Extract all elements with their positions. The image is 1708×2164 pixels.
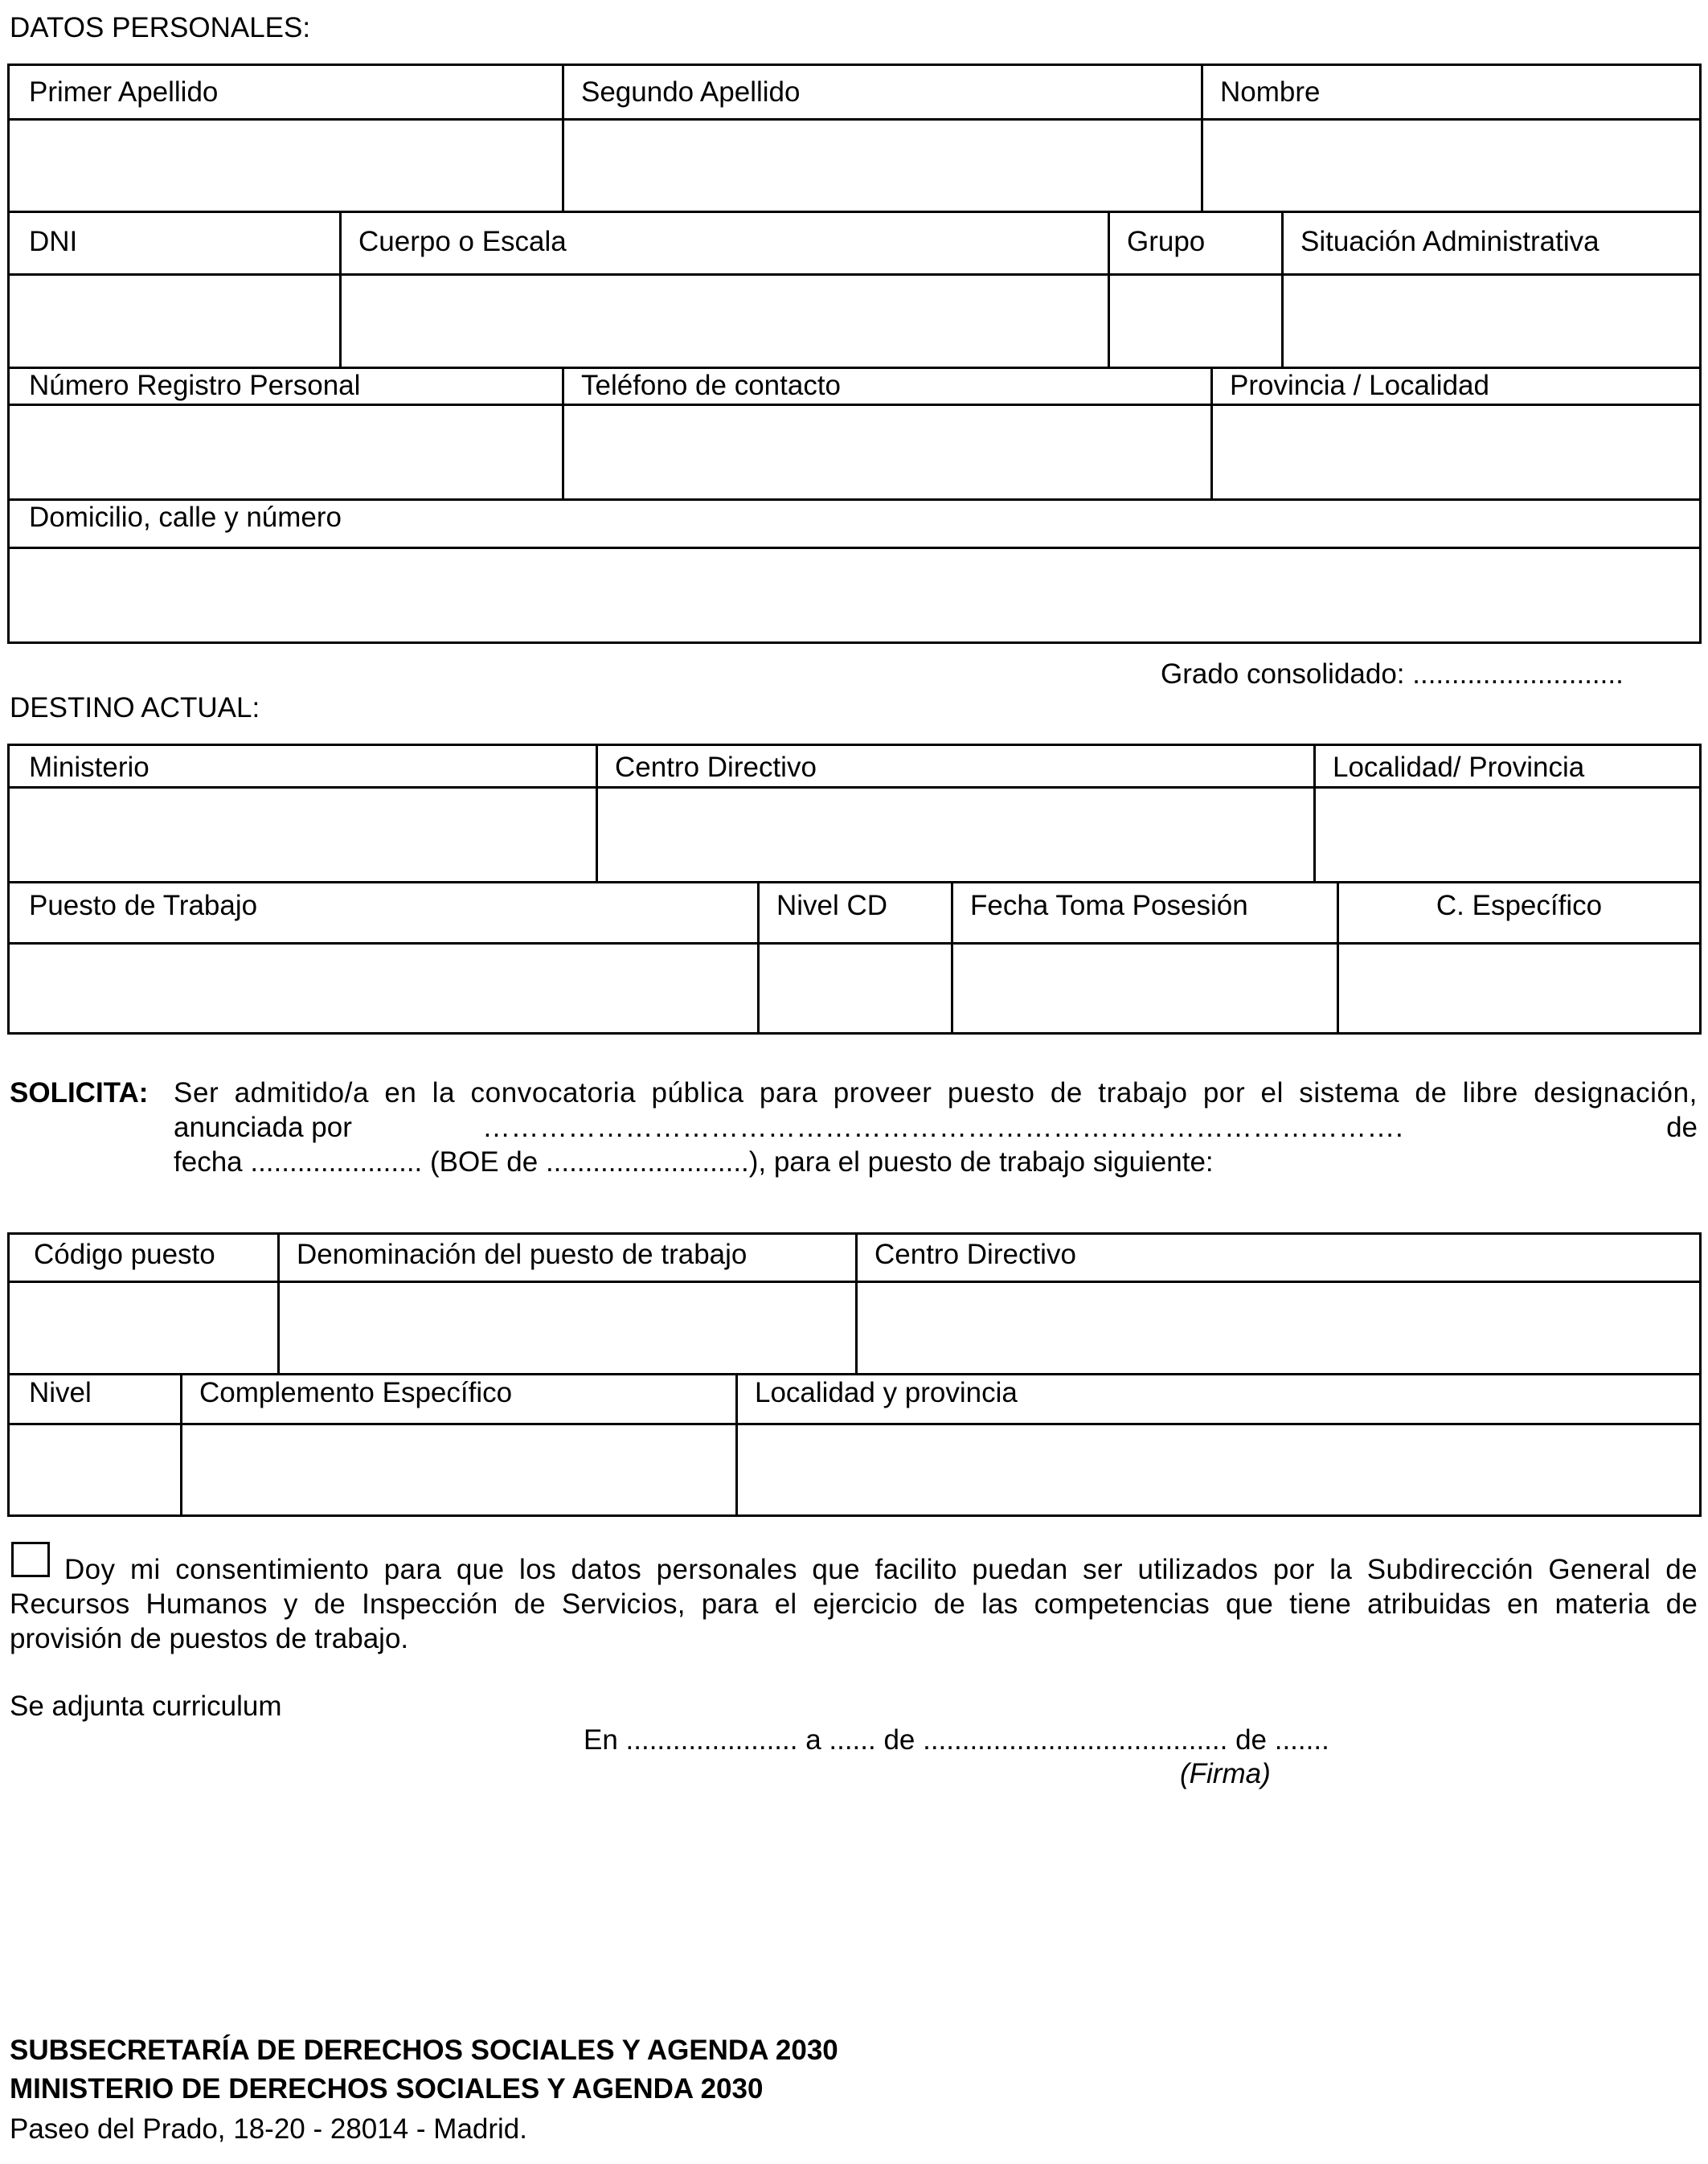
primer-apellido-field[interactable] [16,124,556,206]
consent-line-1: Doy mi consentimiento para que los datos personales que facilito puedan ser utilizados por la Subdirección General de [64,1554,1698,1585]
label-centro-directivo: Centro Directivo [615,752,817,783]
footer-ministerio: MINISTERIO DE DERECHOS SOCIALES Y AGENDA 2030 [10,2073,764,2105]
rule [10,942,1699,945]
label-domicilio: Domicilio, calle y número [29,502,342,533]
rule [10,1281,1699,1283]
domicilio-field[interactable] [16,552,1698,637]
rule [562,66,564,211]
centro-directivo-puesto-field[interactable] [862,1286,1698,1368]
rule [180,1373,182,1517]
c-especifico-field[interactable] [1343,948,1698,1031]
consent-line-3: provisión de puestos de trabajo. [10,1623,409,1654]
label-puesto-trabajo: Puesto de Trabajo [29,890,258,921]
rule [735,1373,738,1517]
solicita-line-1: Ser admitido/a en la convocatoria pública para proveer puesto de trabajo por el sistema de libre designación, [174,1077,1698,1109]
label-denominacion: Denominación del puesto de trabajo [297,1239,748,1270]
nombre-field[interactable] [1207,124,1698,206]
rule [277,1235,280,1373]
ministerio-field[interactable] [16,792,590,876]
adjunta-curriculum: Se adjunta curriculum [10,1691,282,1722]
footer-address: Paseo del Prado, 18-20 - 28014 - Madrid. [10,2113,527,2145]
place-date-line: En ...................... a ...... de ....................................... de ....... [584,1724,1329,1756]
rule [757,881,760,1035]
requested-position-table [7,1232,1702,1517]
rule [10,404,1699,406]
nivel-field[interactable] [16,1428,174,1512]
dni-field[interactable] [16,279,334,362]
solicita-label: SOLICITA: [10,1077,149,1109]
label-localidad-provincia: Localidad/ Provincia [1333,752,1585,783]
rule [1108,211,1110,367]
solicita-dots: ……………………………………………………………………………………. [482,1112,1404,1143]
label-segundo-apellido: Segundo Apellido [581,76,801,108]
personal-data-table [7,64,1702,644]
label-c-especifico: C. Específico [1436,890,1603,921]
label-dni: DNI [29,226,78,257]
situacion-administrativa-field[interactable] [1288,279,1698,362]
rule [339,211,342,367]
rule [10,1373,1699,1375]
complemento-especifico-field[interactable] [186,1428,730,1512]
label-numero-registro: Número Registro Personal [29,370,361,401]
rule [10,211,1699,213]
label-centro-directivo-puesto: Centro Directivo [874,1239,1076,1270]
cuerpo-escala-field[interactable] [346,279,1102,362]
rule [855,1235,858,1373]
denominacion-field[interactable] [284,1286,850,1368]
label-nivel-cd: Nivel CD [776,890,888,921]
numero-registro-field[interactable] [16,409,556,494]
localidad-provincia-puesto-field[interactable] [742,1428,1698,1512]
rule [10,273,1699,276]
rule [1201,66,1203,211]
footer-subsecretaria: SUBSECRETARÍA DE DERECHOS SOCIALES Y AGENDA 2030 [10,2035,838,2066]
rule [951,881,953,1035]
label-primer-apellido: Primer Apellido [29,76,219,108]
grado-consolidado: Grado consolidado: ........................... [1161,658,1624,690]
label-localidad-provincia-puesto: Localidad y provincia [755,1377,1018,1408]
codigo-puesto-field[interactable] [16,1286,272,1368]
section-title-current: DESTINO ACTUAL: [10,692,260,723]
label-cuerpo-escala: Cuerpo o Escala [358,226,567,257]
rule [10,118,1699,121]
rule [1210,367,1213,498]
segundo-apellido-field[interactable] [568,124,1195,206]
rule [596,746,598,881]
rule [10,1423,1699,1425]
grupo-field[interactable] [1114,279,1276,362]
current-destination-table [7,744,1702,1035]
label-codigo-puesto: Código puesto [34,1239,215,1270]
puesto-trabajo-field[interactable] [16,948,752,1031]
label-provincia-localidad: Provincia / Localidad [1230,370,1489,401]
label-nombre: Nombre [1220,76,1321,108]
label-telefono: Teléfono de contacto [581,370,842,401]
rule [10,881,1699,883]
consent-checkbox[interactable] [11,1542,50,1577]
rule [1313,746,1316,881]
label-nivel: Nivel [29,1377,92,1408]
centro-directivo-field[interactable] [602,792,1308,876]
label-grupo: Grupo [1127,226,1206,257]
consent-line-2: Recursos Humanos y de Inspección de Servicios, para el ejercicio de las competencias que tiene atribuidas en materia de [10,1588,1698,1620]
section-title-personal: DATOS PERSONALES: [10,12,311,43]
label-complemento-especifico: Complemento Específico [199,1377,513,1408]
rule [10,786,1699,789]
telefono-field[interactable] [568,409,1205,494]
solicita-line-3: fecha ...................... (BOE de ..........................), para el puesto de trabajo siguiente: [174,1146,1214,1178]
provincia-localidad-field[interactable] [1217,409,1698,494]
fecha-toma-posesion-field[interactable] [957,948,1331,1031]
firma-label: (Firma) [1180,1758,1271,1789]
localidad-provincia-field[interactable] [1320,792,1698,876]
solicita-de: de [1666,1112,1698,1143]
rule [562,367,564,498]
label-ministerio: Ministerio [29,752,150,783]
rule [10,547,1699,549]
label-fecha-toma-posesion: Fecha Toma Posesión [970,890,1248,921]
solicita-line-2 [174,1111,1698,1146]
solicita-anunciada: anunciada por [174,1112,352,1143]
rule [1281,211,1284,367]
label-situacion-administrativa: Situación Administrativa [1300,226,1599,257]
nivel-cd-field[interactable] [764,948,945,1031]
